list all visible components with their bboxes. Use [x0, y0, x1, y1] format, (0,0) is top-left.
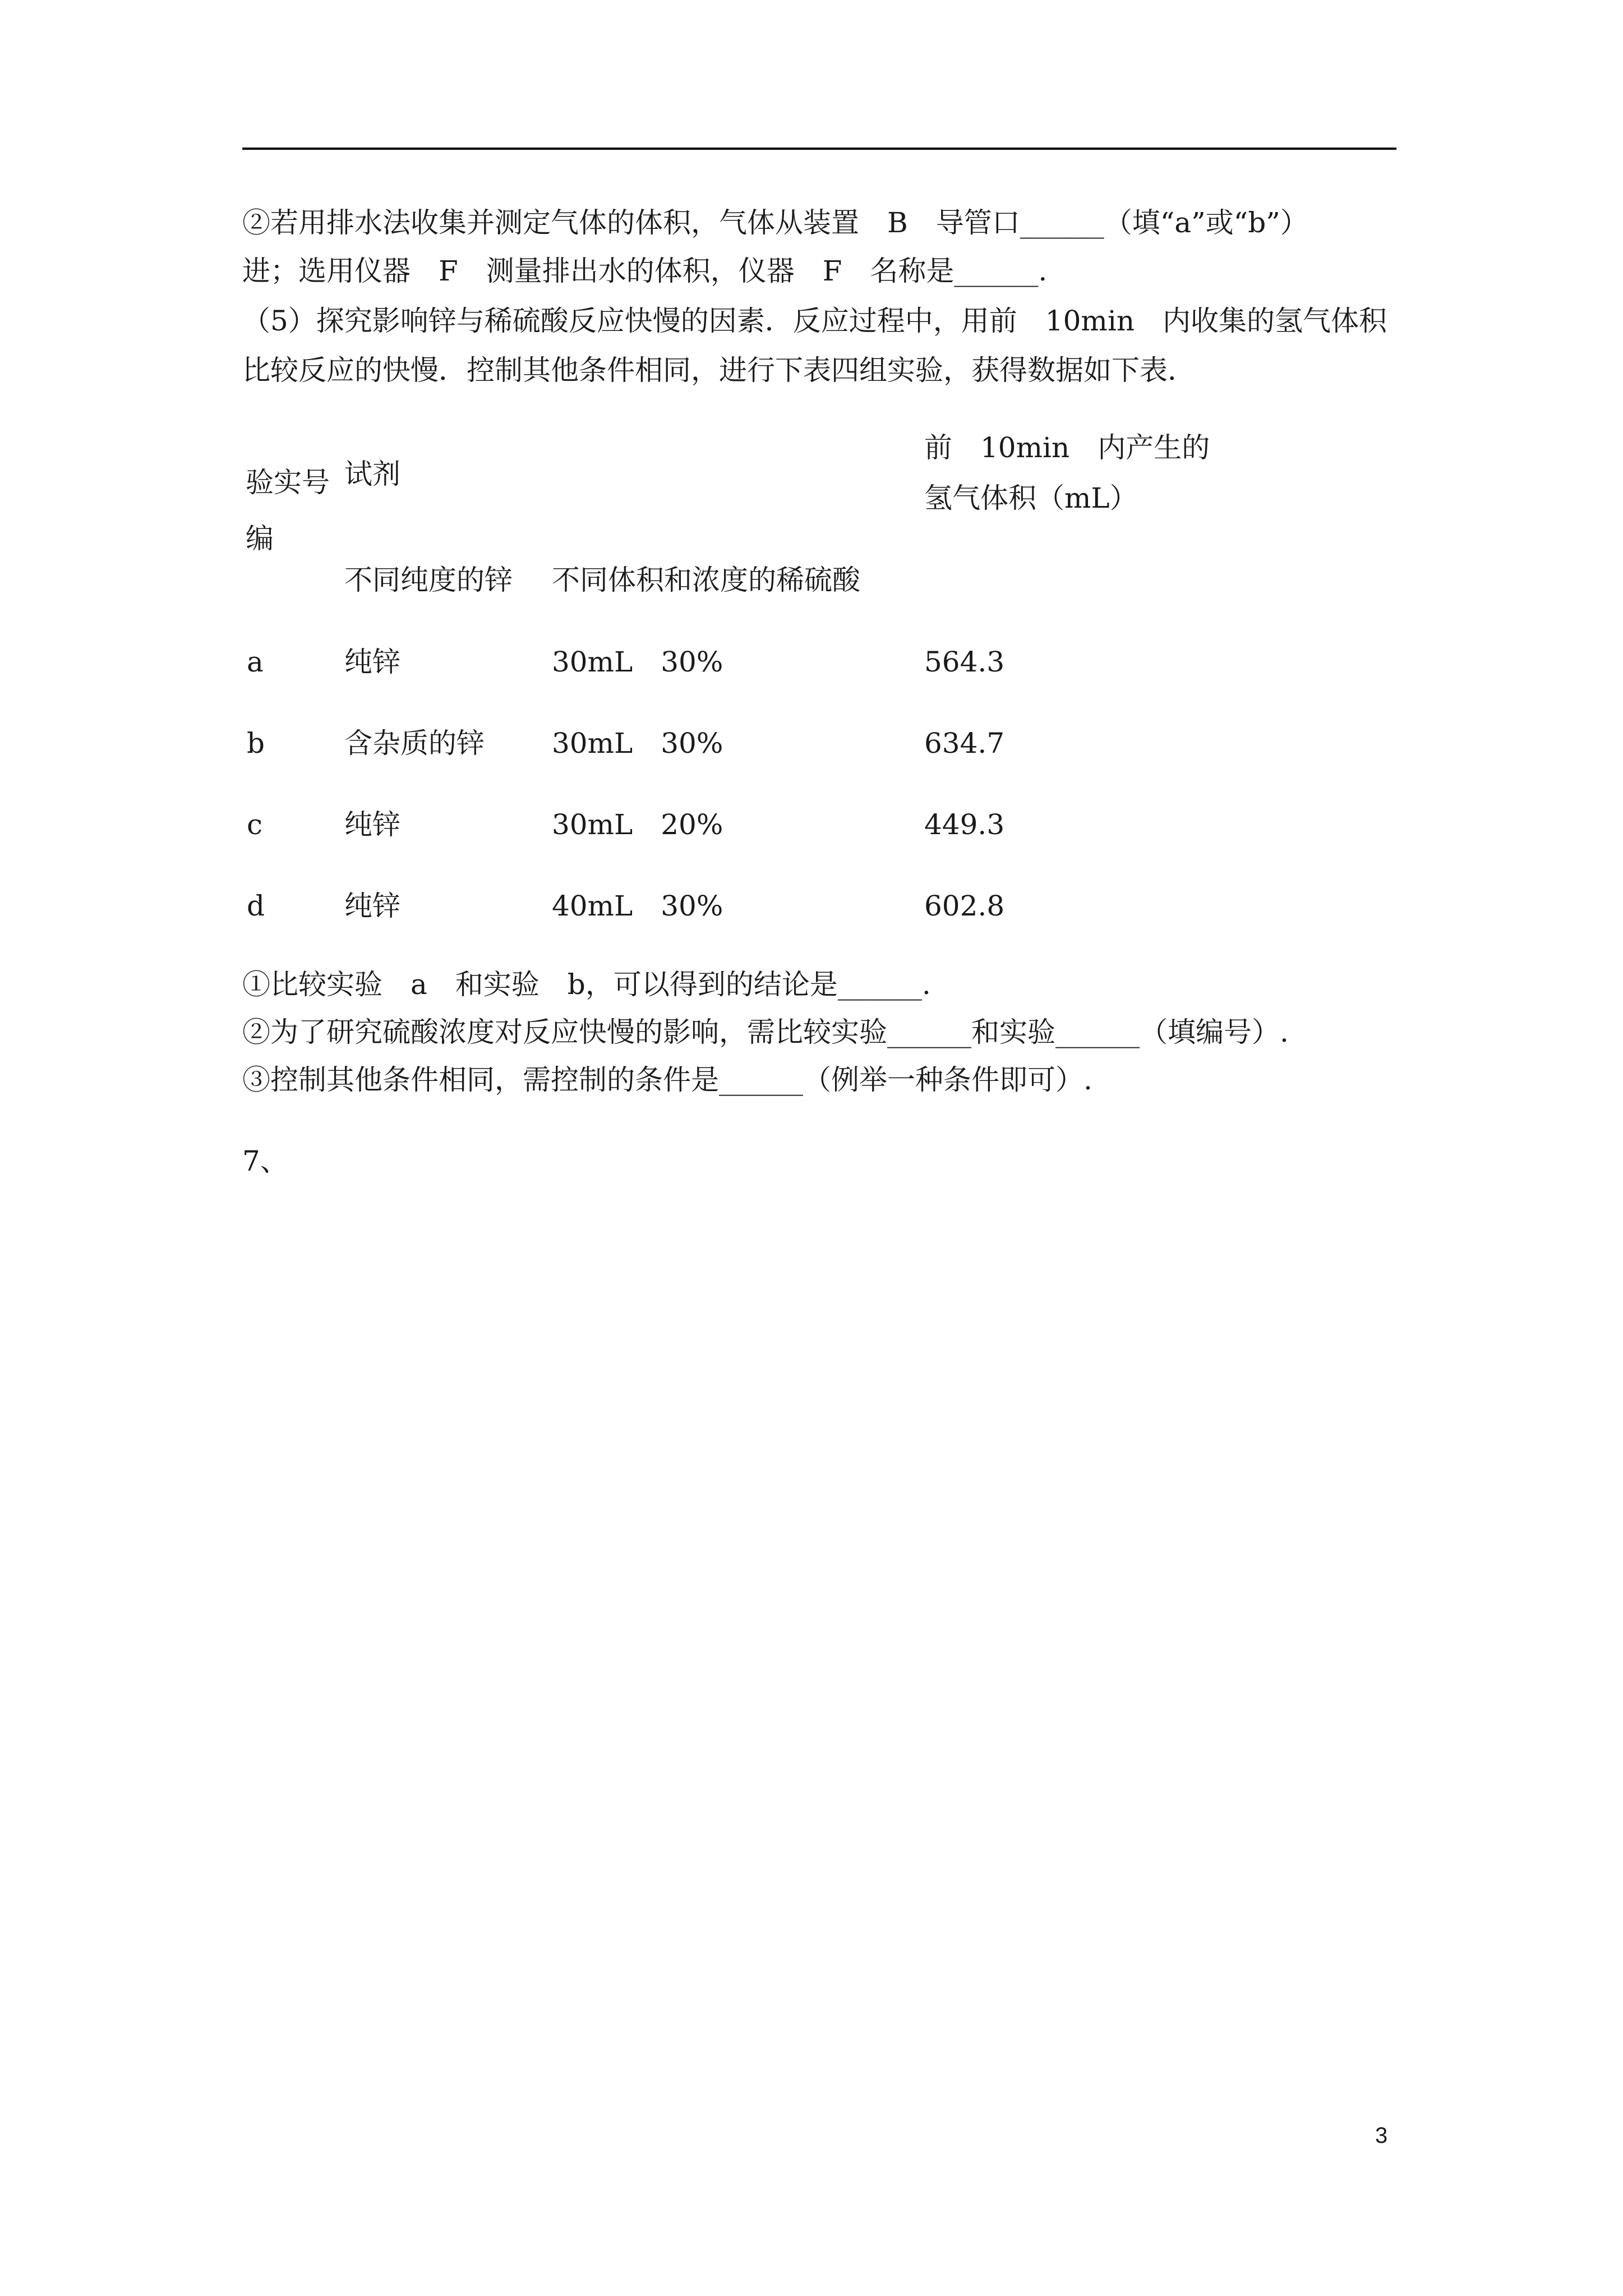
row-id: c [247, 808, 263, 841]
row-zinc: 纯锌 [344, 890, 400, 922]
row-id: b [247, 727, 265, 760]
question-part2-line2: 进；选用仪器 F 测量排出水的体积，仪器 F 名称是______. [242, 255, 1048, 287]
row-volume: 602.8 [924, 890, 1005, 922]
header-acid: 不同体积和浓度的稀硫酸 [552, 564, 860, 596]
row-volume: 634.7 [924, 727, 1005, 760]
row-id: a [247, 646, 264, 678]
question-7-number: 7、 [242, 1145, 288, 1177]
subquestion-2: ②为了研究硫酸浓度对反应快慢的影响，需比较实验______和实验______（填编号）. [242, 1016, 1289, 1048]
header-volume-a: 前 10min 内产生的 [924, 431, 1210, 464]
row-volume: 564.3 [924, 646, 1005, 678]
question5-line2: 比较反应的快慢．控制其他条件相同，进行下表四组实验，获得数据如下表． [242, 354, 1196, 386]
row-zinc: 含杂质的锌 [344, 727, 485, 760]
header-id-b: 编 [246, 522, 274, 555]
question5-line1: （5）探究影响锌与稀硫酸反应快慢的因素．反应过程中，用前 10min 内收集的氢气体积 [242, 305, 1387, 337]
header-rule [242, 148, 1396, 150]
row-acid: 30mL 30% [552, 646, 723, 678]
header-id-a: 验实号 [246, 466, 330, 499]
row-zinc: 纯锌 [344, 808, 400, 841]
row-id: d [247, 890, 265, 922]
row-zinc: 纯锌 [344, 646, 400, 678]
header-volume-b: 氢气体积（mL） [924, 482, 1138, 514]
row-acid: 30mL 30% [552, 727, 723, 760]
subquestion-3: ③控制其他条件相同，需控制的条件是______（例举一种条件即可）. [242, 1064, 1092, 1096]
page-number: 3 [1375, 2123, 1388, 2148]
subquestion-1: ①比较实验 a 和实验 b，可以得到的结论是______. [242, 968, 931, 1001]
row-acid: 30mL 20% [552, 808, 723, 841]
row-acid: 40mL 30% [552, 890, 723, 922]
header-zinc: 不同纯度的锌 [344, 564, 513, 596]
row-volume: 449.3 [924, 808, 1005, 841]
header-reagent: 试剂 [344, 458, 400, 490]
question-part2-line1: ②若用排水法收集并测定气体的体积，气体从装置 B 导管口______（填“a”或“b”） [242, 206, 1308, 239]
